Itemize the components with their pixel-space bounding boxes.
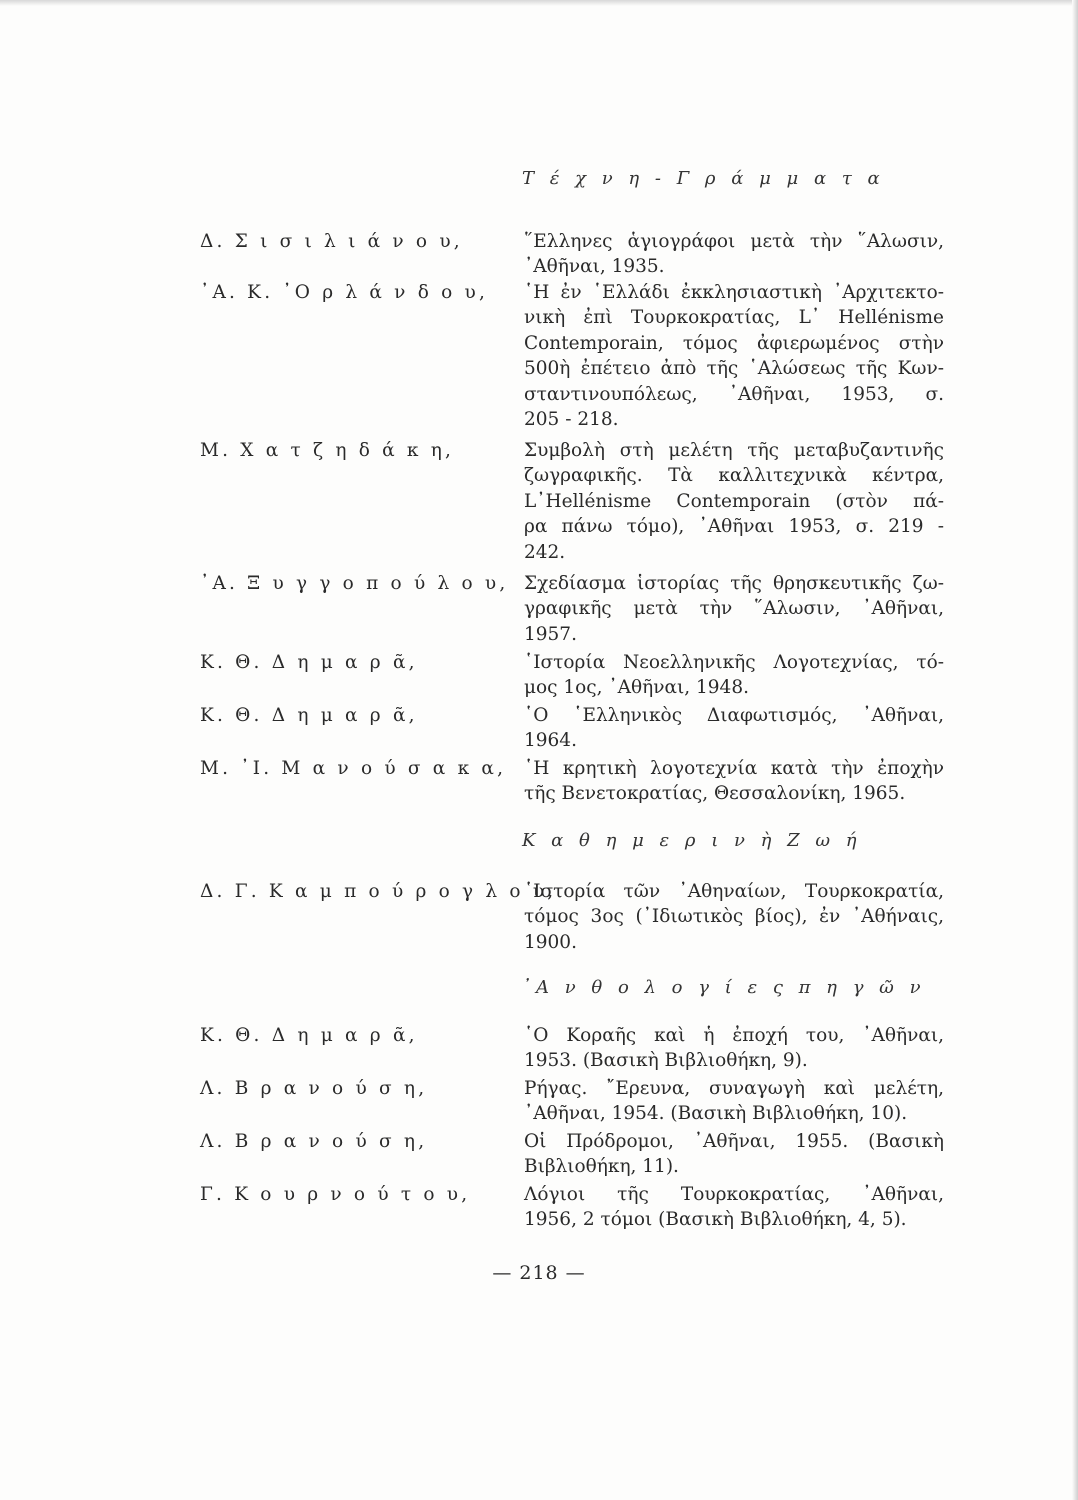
work-line: Λόγιοι τῆς Τουρκοκρατίας, ᾿Αθῆναι, xyxy=(524,1184,944,1205)
work-line: Ρήγας. ῎Ερευνα, συναγωγὴ καὶ μελέτη, xyxy=(524,1078,944,1099)
work-line: ῾Η κρητικὴ λογοτεχνία κατὰ τὴν ἐποχὴν xyxy=(524,758,944,779)
entry-author: Δ. Σ ι σ ι λ ι ά ν ο υ, xyxy=(200,231,463,252)
page-number: — 218 — xyxy=(492,1262,586,1284)
work-line: Συμβολὴ στὴ μελέτη τῆς μεταβυζαντινῆς xyxy=(524,440,944,461)
entry-author: ᾿Α. Ξ υ γ γ ο π ο ύ λ ο υ, xyxy=(200,573,509,594)
work-line: Contemporain, τόμος ἀφιερωμένος στὴν xyxy=(524,332,944,354)
entry-work xyxy=(524,1129,944,1180)
work-line: 1964. xyxy=(524,730,577,752)
work-line: ῾Ιστορία Νεοελληνικῆς Λογοτεχνίας, τό- xyxy=(524,652,944,673)
work-line: ῾Ο Κοραῆς καὶ ἡ ἐποχή του, ᾿Αθῆναι, xyxy=(524,1025,944,1046)
entry-work xyxy=(524,571,944,647)
work-line: σταντινουπόλεως, ᾿Αθῆναι, 1953, σ. xyxy=(524,383,944,405)
work-line: ᾿Αθῆναι, 1935. xyxy=(524,256,665,278)
entry-author: Κ. Θ. Δ η μ α ρ ᾶ, xyxy=(200,705,418,726)
work-line: ῞Ελληνες ἁγιογράφοι μετὰ τὴν ῞Αλωσιν, xyxy=(524,231,944,252)
work-line: 1953. (Βασικὴ Βιβλιοθήκη, 9). xyxy=(524,1050,808,1072)
entry-work xyxy=(524,438,944,565)
entry-work xyxy=(524,1023,944,1074)
work-line: Σχεδίασμα ἱστορίας τῆς θρησκευτικῆς ζω- xyxy=(524,573,944,594)
entry-work xyxy=(524,650,944,701)
section-title-daily-life: Κ α θ η μ ε ρ ι ν ὴ Ζ ω ή xyxy=(522,830,862,851)
work-line: τῆς Βενετοκρατίας, Θεσσαλονίκη, 1965. xyxy=(524,783,906,805)
work-line: ῾Ο ῾Ελληνικὸς Διαφωτισμός, ᾿Αθῆναι, xyxy=(524,705,944,726)
entry-author: Λ. Β ρ α ν ο ύ σ η, xyxy=(200,1131,428,1152)
section-title-art-letters: Τ έ χ ν η - Γ ρ ά μ μ α τ α xyxy=(522,168,885,189)
entry-author: Λ. Β ρ α ν ο ύ σ η, xyxy=(200,1078,428,1099)
work-line: τόμος 3ος (᾿Ιδιωτικὸς βίος), ἐν ᾿Αθήναις, xyxy=(524,906,944,928)
work-line: ῾Η ἐν ῾Ελλάδι ἐκκλησιαστικὴ ᾿Αρχιτεκτο- xyxy=(524,282,944,303)
work-line: 1957. xyxy=(524,623,577,645)
work-line: L᾿Hellénisme Contemporain (στὸν πά- xyxy=(524,490,944,512)
entry-author: Μ. ᾿Ι. Μ α ν ο ύ σ α κ α, xyxy=(200,758,507,779)
work-line: 1900. xyxy=(524,931,577,953)
entry-work xyxy=(524,1076,944,1127)
entry-author: Κ. Θ. Δ η μ α ρ ᾶ, xyxy=(200,1025,418,1046)
entry-author: Δ. Γ. Κ α μ π ο ύ ρ ο γ λ ο υ, xyxy=(200,881,557,902)
work-line: 205 - 218. xyxy=(524,409,619,431)
entry-work xyxy=(524,280,944,432)
entry-work xyxy=(524,756,944,807)
entry-work xyxy=(524,703,944,754)
entry-author: Κ. Θ. Δ η μ α ρ ᾶ, xyxy=(200,652,418,673)
work-line: ᾿Αθῆναι, 1954. (Βασικὴ Βιβλιοθήκη, 10). xyxy=(524,1103,908,1125)
work-line: μος 1ος, ᾿Αθῆναι, 1948. xyxy=(524,677,749,699)
section-title-source-anthologies: ᾿Α ν θ ο λ ο γ ί ε ς π η γ ῶ ν xyxy=(522,977,926,998)
work-line: γραφικῆς μετὰ τὴν ῞Αλωσιν, ᾿Αθῆναι, xyxy=(524,598,944,620)
work-line: ῾Ιστορία τῶν ᾿Αθηναίων, Τουρκοκρατία, xyxy=(524,881,944,902)
entry-work xyxy=(524,879,944,955)
work-line: Οἱ Πρόδρομοι, ᾿Αθῆναι, 1955. (Βασικὴ xyxy=(524,1131,944,1152)
work-line: ζωγραφικῆς. Τὰ καλλιτεχνικὰ κέντρα, xyxy=(524,465,944,487)
entry-author: Μ. Χ α τ ζ η δ ά κ η, xyxy=(200,440,455,461)
work-line: 500ὴ ἐπέτειο ἀπὸ τῆς ῾Αλώσεως τῆς Κων- xyxy=(524,358,944,380)
work-line: ρα πάνω τόμο), ᾿Αθῆναι 1953, σ. 219 - xyxy=(524,516,944,538)
entry-author: Γ. Κ ο υ ρ ν ο ύ τ ο υ, xyxy=(200,1184,471,1205)
entry-author: ᾿Α. Κ. ᾿Ο ρ λ ά ν δ ο υ, xyxy=(200,282,489,303)
entry-work xyxy=(524,1182,944,1233)
work-line: 242. xyxy=(524,541,566,563)
work-line: νικὴ ἐπὶ Τουρκοκρατίας, L᾿ Hellénisme xyxy=(524,307,944,329)
entry-work xyxy=(524,229,944,280)
work-line: Βιβλιοθήκη, 11). xyxy=(524,1156,679,1178)
work-line: 1956, 2 τόμοι (Βασικὴ Βιβλιοθήκη, 4, 5). xyxy=(524,1209,907,1231)
